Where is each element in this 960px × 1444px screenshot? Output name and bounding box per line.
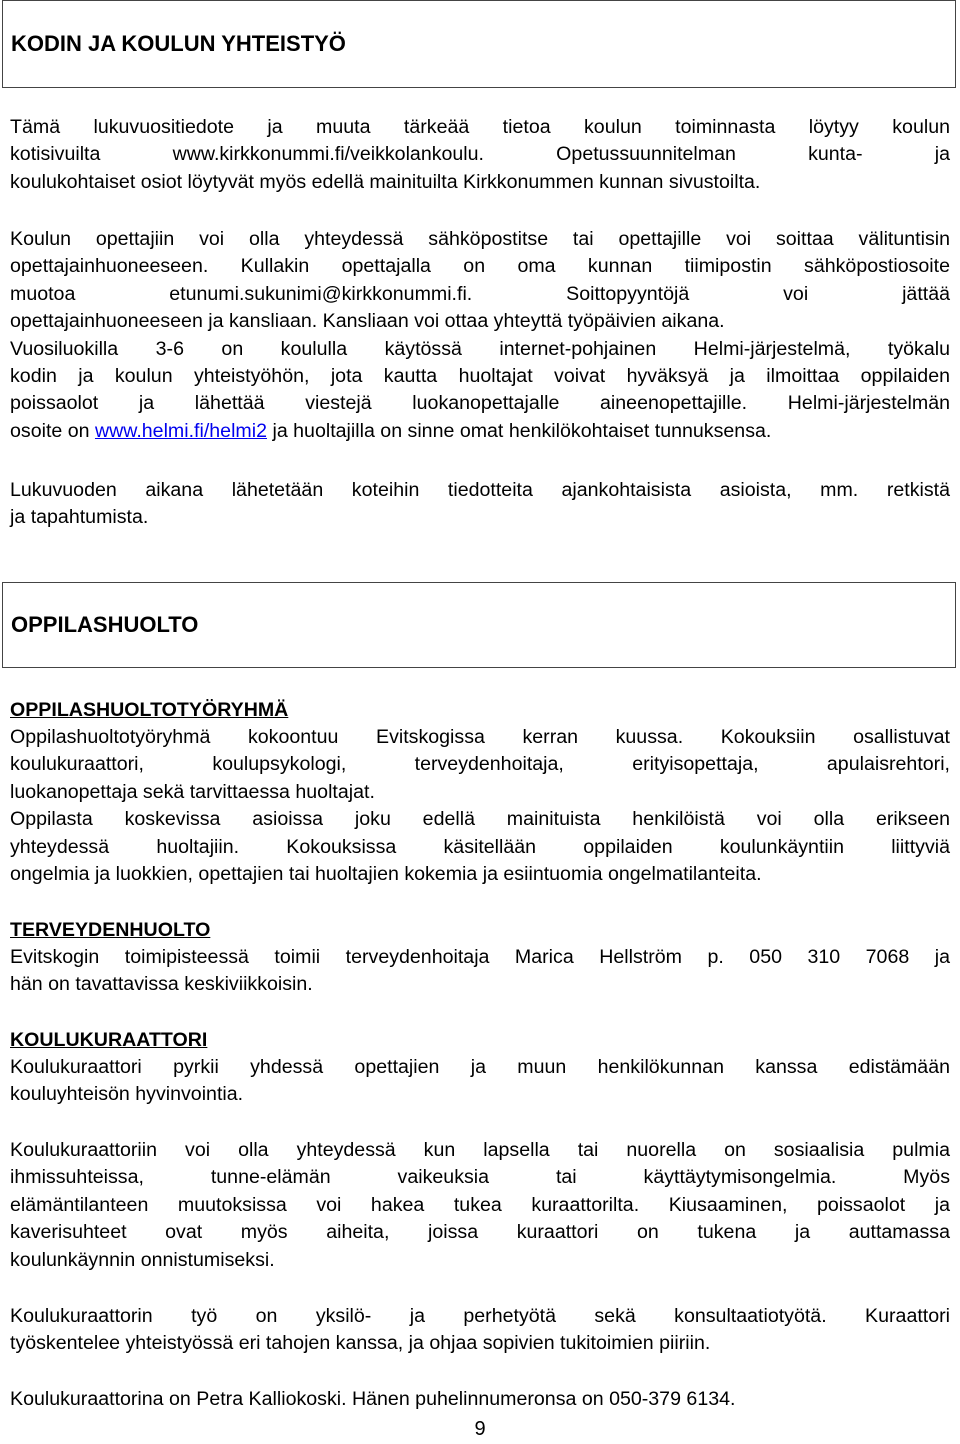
text-line: kaverisuhteet ovat myös aiheita, joissa kuraattori on tukena ja auttamassa [10, 1221, 950, 1244]
heading-team: OPPILASHUOLTOTYÖRYHMÄ [10, 699, 289, 721]
section-title-box-oppilashuolto [2, 582, 956, 668]
text-line: Koulukuraattorin työ on yksilö- ja perhetyötä sekä konsultaatiotyötä. Kuraattori [10, 1305, 950, 1327]
section-title-box-kodin [2, 0, 956, 88]
text-line: Vuosiluokilla 3-6 on koululla käytössä internet-pohjainen Helmi-järjestelmä, työkalu [10, 337, 950, 360]
helmi-link[interactable]: www.helmi.fi/helmi2 [94, 419, 268, 442]
text-line: Lukuvuoden aikana lähetetään koteihin tiedotteita ajankohtaisista asioista, mm. retkistä [10, 479, 950, 501]
page-number: 9 [474, 1418, 486, 1440]
text-line: muotoa etunumi.sukunimi@kirkkonummi.fi. Soittopyyntöjä voi jättää [10, 282, 950, 305]
section-title: OPPILASHUOLTO [11, 612, 199, 637]
text-line: työskentelee yhteistyössä eri tahojen kanssa, ja ohjaa sopivien tukitoimien piiriin. [10, 1332, 711, 1355]
paragraph-curator-1 [10, 1054, 950, 1109]
text-line: koulukuraattori, koulupsykologi, terveydenhoitaja, erityisopettaja, apulaisrehtori, [10, 753, 950, 776]
heading-curator: KOULUKURAATTORI [10, 1029, 208, 1051]
text-line: Oppilasta koskevissa asioissa joku edellä mainituista henkilöistä voi olla erikseen [10, 808, 950, 831]
paragraph-teacher-contact [10, 226, 950, 445]
text-line: kouluyhteisön hyvinvointia. [10, 1083, 244, 1106]
text-line: koulunkäynnin onnistumiseksi. [10, 1248, 275, 1271]
text-line: yhteydessä huoltajiin. Kokouksissa käsitellään oppilaiden koulunkäyntiin liittyviä [10, 835, 950, 858]
heading-health: TERVEYDENHUOLTO [10, 919, 211, 941]
text-line: kotisivuilta www.kirkkonummi.fi/veikkolankoulu. Opetussuunnitelman kunta- ja [10, 143, 950, 166]
text-line: ja tapahtumista. [10, 506, 149, 529]
text-line: koulukohtaiset osiot löytyvät myös edellä mainituilta Kirkkonummen kunnan sivustoilta. [10, 170, 761, 193]
paragraph-website-info [10, 114, 950, 196]
paragraph-team [10, 724, 950, 888]
paragraph-curator-3 [10, 1303, 950, 1358]
text-line: Koulukuraattoriin voi olla yhteydessä kun lapsella tai nuorella on sosiaalisia pulmia [10, 1139, 950, 1161]
text-line: Koulun opettajiin voi olla yhteydessä sähköpostitse tai opettajille voi soittaa välituntisin [10, 228, 950, 250]
text-line: Koulukuraattori pyrkii yhdessä opettajien ja muun henkilökunnan kanssa edistämään [10, 1056, 950, 1078]
text-line: Evitskogin toimipisteessä toimii terveydenhoitaja Marica Hellström p. 050 310 7068 ja [10, 946, 950, 968]
text-line: hän on tavattavissa keskiviikkoisin. [10, 973, 313, 996]
paragraph-health [10, 944, 950, 999]
text-line: ongelmia ja luokkien, opettajien tai huoltajien kokemia ja esiintuomia ongelmatilanteita. [10, 863, 762, 886]
text-line-helmi [10, 418, 950, 445]
paragraph-newsletters [10, 477, 950, 532]
text-line: kodin ja koulun yhteistyöhön, jota kautta huoltajat voivat hyväksyä ja ilmoittaa oppilaiden [10, 365, 950, 388]
section-title: KODIN JA KOULUN YHTEISTYÖ [11, 31, 346, 56]
text-fragment: ja huoltajilla on sinne omat henkilökohtaiset tunnuksensa. [267, 419, 772, 442]
text-line: Oppilashuoltotyöryhmä kokoontuu Evitskogissa kerran kuussa. Kokouksiin osallistuvat [10, 726, 950, 748]
text-line: Tämä lukuvuositiedote ja muuta tärkeää tietoa koulun toiminnasta löytyy koulun [10, 116, 950, 138]
text-line: opettajainhuoneeseen ja kansliaan. Kansliaan voi ottaa yhteyttä työpäivien aikana. [10, 310, 725, 333]
paragraph-curator-4: Koulukuraattorina on Petra Kalliokoski. Hänen puhelinnumeronsa on 050-379 6134. [10, 1388, 736, 1410]
text-line: ihmissuhteissa, tunne-elämän vaikeuksia tai käyttäytymisongelmia. Myös [10, 1166, 950, 1189]
text-line: elämäntilanteen muutoksissa voi hakea tukea kuraattorilta. Kiusaaminen, poissaolot ja [10, 1193, 950, 1216]
text-line: luokanopettaja sekä tarvittaessa huoltajat. [10, 780, 375, 803]
text-fragment: osoite on [10, 419, 95, 442]
text-line: poissaolot ja lähettää viestejä luokanopettajalle aineenopettajille. Helmi-järjestelmän [10, 392, 950, 415]
paragraph-curator-2 [10, 1137, 950, 1274]
text-line: opettajainhuoneeseen. Kullakin opettajalla on oma kunnan tiimipostin sähköpostiosoite [10, 255, 950, 278]
